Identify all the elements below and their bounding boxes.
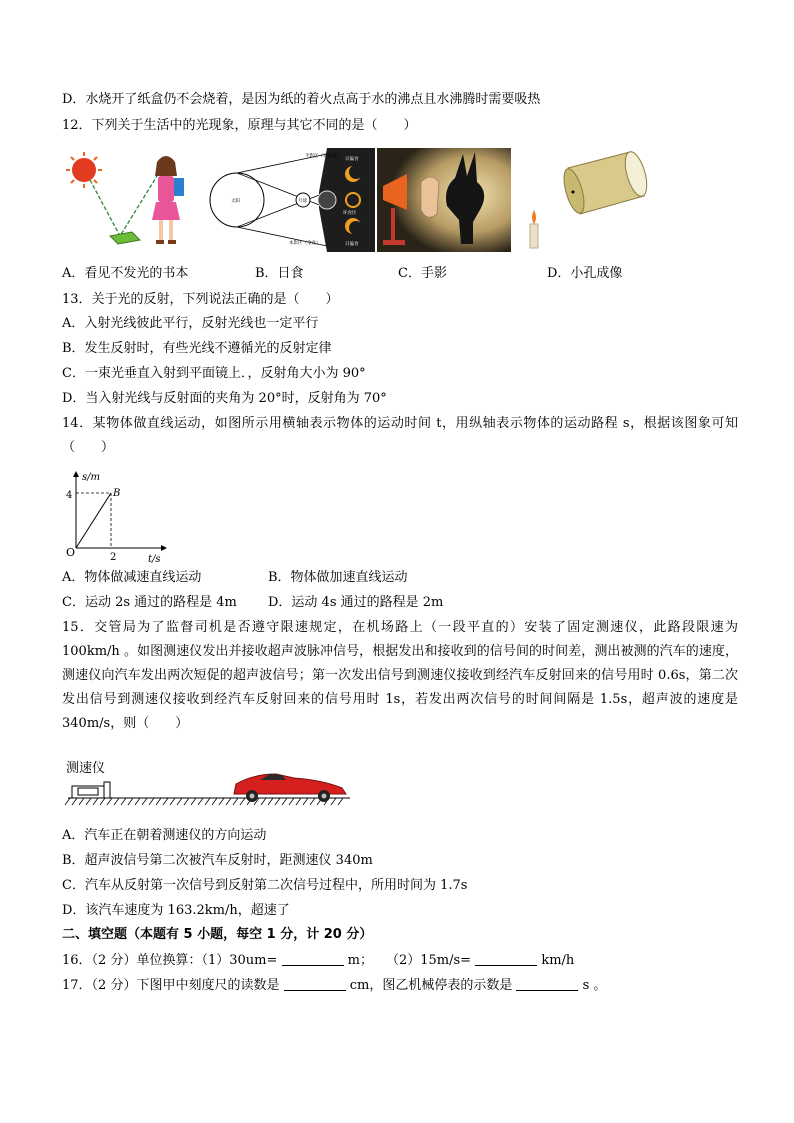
q15-option-c: C．汽车从反射第一次信号到反射第二次信号过程中，所用时间为 1.7s [62,878,468,893]
q12-option-c: C．手影 [398,266,447,281]
ground-hatch [289,798,294,805]
figure-speed-detector [64,754,354,814]
ground-hatch [261,798,266,805]
ground-hatch [191,798,196,805]
ground-hatch [128,798,133,805]
ground-hatch [184,798,189,805]
ground-hatch [156,798,161,805]
q13-option-c: C．一束光垂直入射到平面镜上．，反射角大小为 90° [62,366,366,381]
ground-hatch [135,798,140,805]
section-heading: 二、填空题（本题有 5 小题，每空 1 分，计 20 分） [62,927,373,942]
q15-option-d: D．该汽车速度为 163.2km/h，超速了 [62,903,290,918]
q14-option-b: B．物体做加速直线运动 [268,570,408,585]
q15-option-a: A．汽车正在朝着测速仪的方向运动 [62,828,267,843]
label-penumbra: 半影区（日偏食） [305,154,341,159]
q16-line [62,951,574,971]
ground-hatch [142,798,147,805]
book-icon [110,232,140,244]
q13-option-a: A．入射光线彼此平行，反射光线也一定平行 [62,316,319,331]
ground-hatch [212,798,217,805]
ground-hatch [163,798,168,805]
point-label-b: B [113,488,121,499]
q12-option-d: D．小孔成像 [547,266,623,281]
label-partial-bottom: 日偏食 [345,242,359,247]
q15-stem: 15．交管局为了监督司机是否遵守限速规定，在机场路上（一段平直的）安装了固定测速仪，此路段限速为 100km/h 。如图测速仪发出并接收超声波脉冲信号，根据发出和接收到的信号间的时间差，测出被测的汽车的速度，测速仪向汽车发出两次短促的超声波信号；第一次发出信号到测速仪接收到经汽车反射回来的信号用时 0.6s，第二次发出信号到测速仪接收到经汽车反射回来的信号用时 1s，若发出两次信号的时间间隔是 1.5s，超声波的速度是 340m/s，则（ ） [62,620,738,731]
ground-hatch [170,798,175,805]
q17-text-2: cm，图乙机械停表的示数是 [349,978,513,993]
figure-pinhole-camera [522,148,652,250]
q16-blank-1[interactable] [282,951,344,966]
label-umbra: 本影区（全食） [289,241,321,246]
series-line [76,493,111,548]
ground-hatch [303,798,308,805]
q16-text-2: m； （2）15m/s= [347,953,472,968]
ground-hatch [296,798,301,805]
hands-icon [421,177,439,217]
ground-hatch [121,798,126,805]
origin-label: O [66,546,76,559]
q14-stem: 14．某物体做直线运动，如图所示用横轴表示物体的运动时间 t，用纵轴表示物体的运动路程 s，根据该图象可知（ ） [62,416,738,455]
ground-hatch [331,798,336,805]
q15-option-b: B．超声波信号第二次被汽车反射时，距测速仪 340m [62,853,373,868]
st-graph [62,466,172,568]
ground-hatch [93,798,98,805]
ground-hatch [177,798,182,805]
ground-hatch [240,798,245,805]
q11-option-d: D．水烧开了纸盒仍不会烧着，是因为纸的着火点高于水的沸点且水沸腾时需要吸热 [62,92,541,107]
ground-hatch [79,798,84,805]
figure-book-reflection [62,148,202,250]
figure-eclipse [207,148,375,252]
sun-icon [66,152,102,188]
candle-icon [530,210,538,248]
ground-hatch [72,798,77,805]
pinhole-cylinder [560,149,651,215]
girl-icon [152,156,184,244]
speedometer-label: 测速仪 [66,761,106,776]
ground-hatch [219,798,224,805]
ground-hatch [310,798,315,805]
ground-hatch [107,798,112,805]
q13-option-d: D．当入射光线与反射面的夹角为 20°时，反射角为 70° [62,391,387,406]
q17-text-3: s 。 [582,978,607,993]
q17-blank-1[interactable] [284,976,346,991]
q14-option-a: A．物体做减速直线运动 [62,570,202,585]
label-partial-top: 日偏食 [345,157,359,162]
q12-option-b: B．日食 [255,266,304,281]
ground-hatch [226,798,231,805]
x-tick-label: 2 [110,552,117,563]
q12-option-a: A．看见不发光的书本 [62,266,189,281]
q16-text-3: km/h [541,953,575,968]
label-moon: 月球 [298,199,307,204]
q16-blank-2[interactable] [475,951,537,966]
ground-hatch [275,798,280,805]
speed-detector-icon [72,782,110,798]
q13-option-b: B．发生反射时，有些光线不遵循光的反射定律 [62,341,332,356]
ground-hatch [100,798,105,805]
ground-hatch [65,798,70,805]
q14-option-c: C．运动 2s 通过的路程是 4m [62,595,237,610]
label-sun: 太阳 [231,199,240,204]
ground-hatch [205,798,210,805]
q17-blank-2[interactable] [516,976,578,991]
q12-stem: 12．下列关于生活中的光现象，原理与其它不同的是（ ） [62,118,417,133]
q17-text-1: 17．（2 分）下图甲中刻度尺的读数是 [62,978,280,993]
ground-hatch [86,798,91,805]
figure-hand-shadow [377,148,511,252]
q16-text-1: 16．（2 分）单位换算：（1）30um= [62,953,278,968]
q14-option-d: D．运动 4s 通过的路程是 2m [268,595,444,610]
q13-stem: 13．关于光的反射，下列说法正确的是（ ） [62,292,339,307]
ground-hatch [338,798,343,805]
ground-hatch [268,798,273,805]
ground-hatch [149,798,154,805]
ground-hatch [233,798,238,805]
y-tick-label: 4 [66,490,73,501]
y-axis-label: s/m [82,472,100,483]
label-annular: 环食区 [343,211,357,216]
q17-line [62,976,606,996]
x-axis-label: t/s [148,554,161,565]
ground-hatch [282,798,287,805]
ground-hatch [114,798,119,805]
ground-hatch [198,798,203,805]
